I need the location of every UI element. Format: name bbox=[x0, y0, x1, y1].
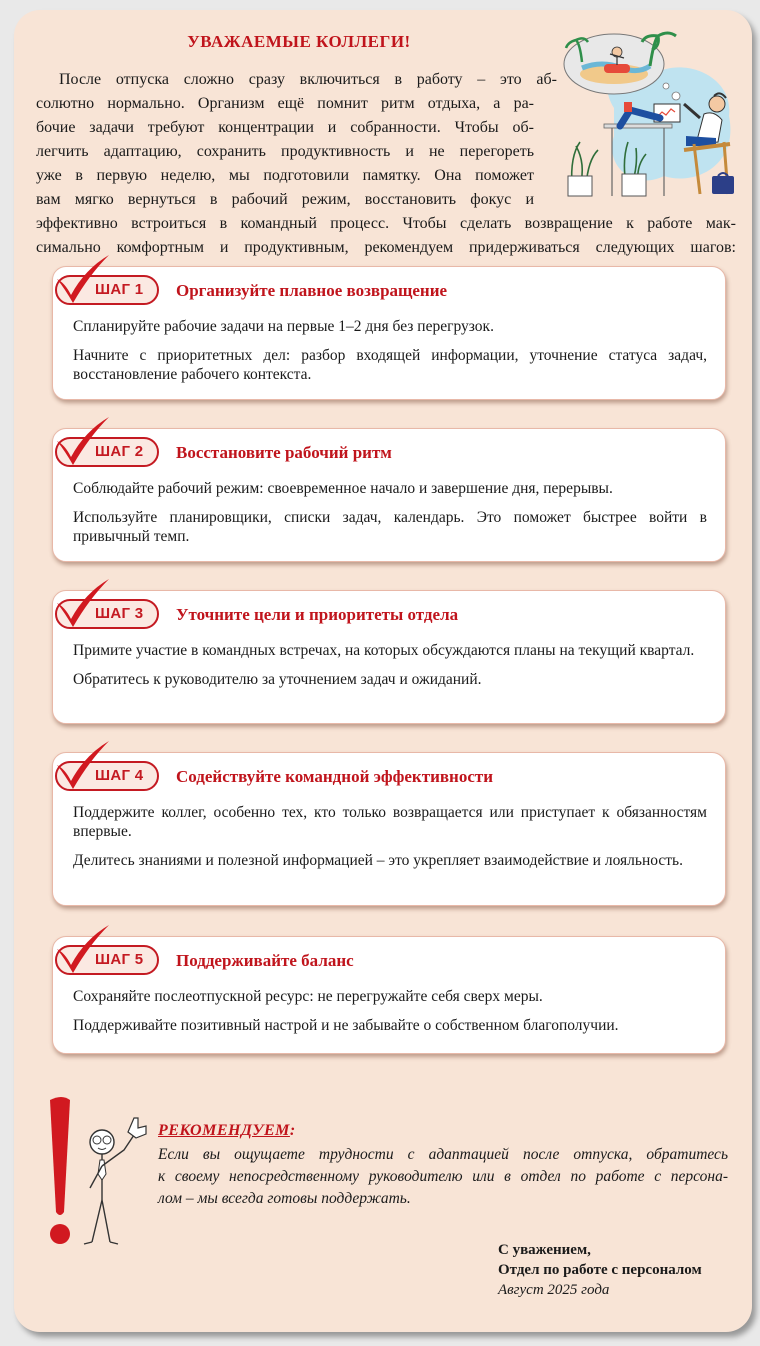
step-paragraph: Начните с приоритетных дел: разбор входящей информации, уточнение статуса задач, восстановление рабочего контекста. bbox=[73, 347, 707, 383]
step-body bbox=[73, 803, 707, 880]
signature-date: Август 2025 года bbox=[498, 1282, 610, 1298]
step-paragraph: Соблюдайте рабочий режим: своевременное начало и завершение дня, перерывы. bbox=[73, 480, 613, 497]
step-paragraph: Спланируйте рабочие задачи на первые 1–2 дня без перегрузок. bbox=[73, 318, 494, 335]
step-title: Содействуйте командной эффективности bbox=[176, 767, 494, 786]
step-paragraph: Поддерживайте позитивный настрой и не забывайте о собственном благополучии. bbox=[73, 1017, 619, 1034]
intro-line: симально комфортным и продуктивным, рекомендуем придерживаться следующих шагов: bbox=[36, 239, 736, 256]
checkmark-icon bbox=[51, 923, 113, 975]
step-paragraph: Сохраняйте послеотпускной ресурс: не перегружайте себя сверх меры. bbox=[73, 988, 543, 1005]
step-badge-label: ШАГ 3 bbox=[95, 605, 144, 622]
step-card-4 bbox=[52, 752, 726, 906]
recommendation-text bbox=[158, 1144, 728, 1210]
intro-line: вам мягко вернуться в рабочий режим, восстановить фокус и bbox=[36, 191, 534, 208]
exclamation-figure-icon bbox=[40, 1092, 150, 1252]
checkmark-icon bbox=[51, 415, 113, 467]
signature-regards: С уважением, bbox=[498, 1242, 591, 1258]
memo-card bbox=[14, 10, 752, 1332]
checkmark-icon bbox=[51, 253, 113, 305]
signature-department: Отдел по работе с персоналом bbox=[498, 1262, 702, 1278]
intro-line: легчить адаптацию, сохранить продуктивность и не перегореть bbox=[36, 143, 534, 160]
step-paragraph: Примите участие в командных встречах, на которых обсуждаются планы на текущий квартал. bbox=[73, 642, 695, 659]
checkmark-icon bbox=[51, 739, 113, 791]
step-card-2 bbox=[52, 428, 726, 562]
step-body bbox=[73, 317, 707, 394]
step-card-5 bbox=[52, 936, 726, 1054]
step-badge-label: ШАГ 4 bbox=[95, 767, 144, 784]
step-title: Поддерживайте баланс bbox=[176, 951, 354, 970]
page-title: УВАЖАЕМЫЕ КОЛЛЕГИ! bbox=[187, 32, 411, 51]
step-badge-label: ШАГ 5 bbox=[95, 951, 144, 968]
intro-line: солютно нормально. Организм ещё помнит ритм отдыха, а ра- bbox=[36, 95, 534, 112]
signature bbox=[498, 1240, 702, 1300]
step-title: Организуйте плавное возвращение bbox=[176, 281, 448, 300]
vacation-daydream-illustration bbox=[554, 16, 744, 202]
step-body bbox=[73, 987, 707, 1045]
recommendation-title: РЕКОМЕНДУЕМ: bbox=[158, 1122, 296, 1139]
intro-line: бочие задачи требуют концентрации и собранности. Чтобы об- bbox=[36, 119, 534, 136]
intro-line: уже в первую неделю, мы подготовили памятку. Она поможет bbox=[36, 167, 534, 184]
step-title: Восстановите рабочий ритм bbox=[176, 443, 392, 462]
intro-line: эффективно встроиться в командный процесс. Чтобы сделать возвращение к работе мак- bbox=[36, 215, 736, 232]
step-body bbox=[73, 641, 707, 699]
step-card-1 bbox=[52, 266, 726, 400]
step-paragraph: Обратитесь к руководителю за уточнением задач и ожиданий. bbox=[73, 671, 482, 688]
recommendation-line: лом – мы всегда готовы поддержать. bbox=[158, 1190, 411, 1207]
intro-line: После отпуска сложно сразу включиться в работу – это аб- bbox=[59, 71, 557, 88]
recommendation-line: Если вы ощущаете трудности с адаптацией после отпуска, обратитесь bbox=[158, 1146, 728, 1163]
recommendation-line: к своему непосредственному руководителю или в отдел по работе с персона- bbox=[158, 1168, 728, 1185]
step-paragraph: Поддержите коллег, особенно тех, кто только возвращается или приступает к обязанностям впервые. bbox=[73, 804, 707, 840]
checkmark-icon bbox=[51, 577, 113, 629]
step-paragraph: Используйте планировщики, списки задач, календарь. Это поможет быстрее войти в привычный темп. bbox=[73, 509, 707, 545]
step-paragraph: Делитесь знаниями и полезной информацией – это укрепляет взаимодействие и лояльность. bbox=[73, 852, 684, 869]
step-badge-label: ШАГ 2 bbox=[95, 443, 144, 460]
step-card-3 bbox=[52, 590, 726, 724]
step-body bbox=[73, 479, 707, 556]
step-title: Уточните цели и приоритеты отдела bbox=[176, 605, 459, 624]
step-badge-label: ШАГ 1 bbox=[95, 281, 144, 298]
